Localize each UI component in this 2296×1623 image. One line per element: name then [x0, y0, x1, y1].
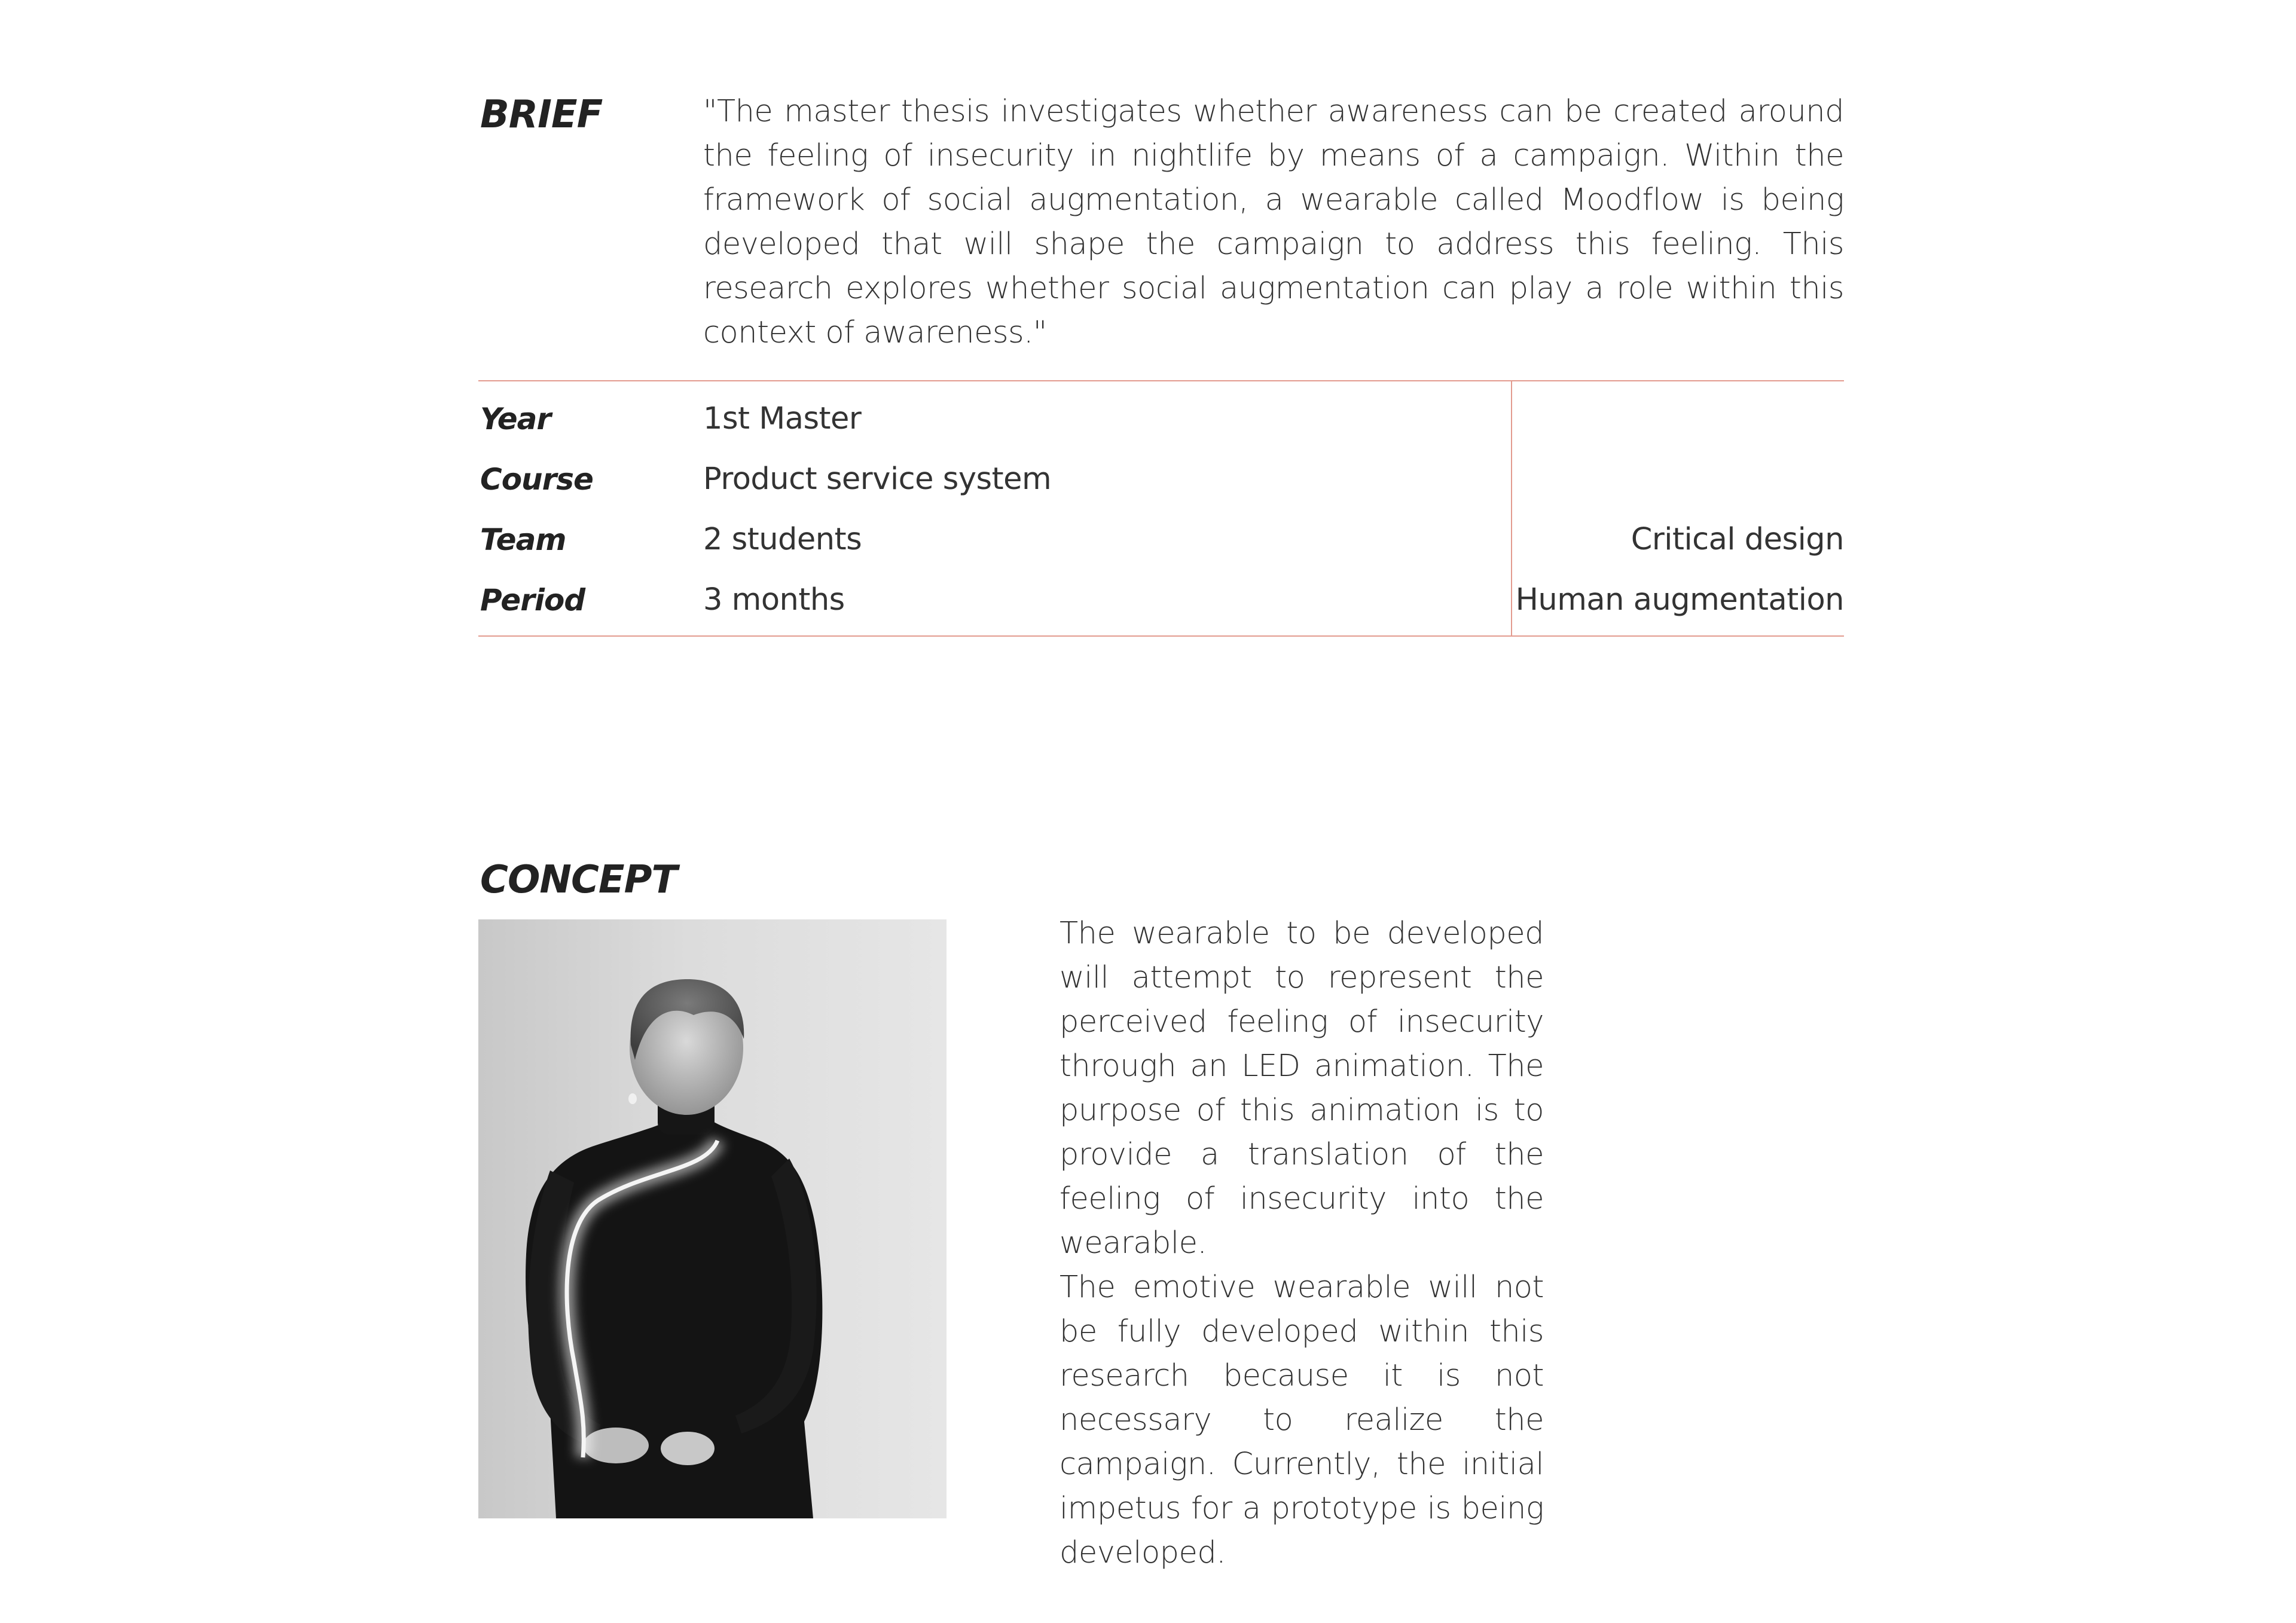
- brief-heading: BRIEF: [480, 93, 603, 137]
- tag-critical-design: Critical design: [1631, 522, 1844, 557]
- concept-heading: CONCEPT: [480, 858, 677, 902]
- info-row-course: [480, 459, 1497, 500]
- info-value-course: Product service system: [703, 461, 1052, 497]
- table-top-divider: [478, 380, 1844, 381]
- info-label-team: Team: [480, 522, 566, 557]
- concept-paragraph-2: The emotive wearable will not be fully developed within this research because it is not necessary to realize the campaign. Currently, the initial impetus for a prototype is being developed.: [1060, 1270, 1544, 1570]
- table-bottom-divider: [478, 635, 1844, 637]
- table-vertical-divider: [1511, 380, 1512, 636]
- info-row-year: [480, 398, 1497, 440]
- info-value-year: 1st Master: [703, 401, 862, 436]
- info-label-period: Period: [480, 583, 585, 618]
- info-value-period: 3 months: [703, 582, 845, 618]
- concept-paragraph-1: The wearable to be developed will attempt to represent the perceived feeling of insecurity through an LED animation. The purpose of this animation is to provide a translation of the feeling of insecurity into the wearable.: [1060, 916, 1544, 1261]
- concept-photo: [478, 919, 947, 1518]
- info-label-course: Course: [480, 462, 593, 497]
- info-label-year: Year: [480, 402, 551, 436]
- info-row-team: [480, 519, 1497, 561]
- tag-human-augmentation: Human augmentation: [1515, 582, 1844, 618]
- brief-text: "The master thesis investigates whether awareness can be created around the feeling of insecurity in nightlife by means of a campaign. Within the framework of social augmentation, a wearable called Moodflow is being developed that will shape the campaign to address this feeling. This research explores whether social augmentation can play a role within this context of awareness.": [703, 94, 1844, 350]
- person-wearable-illustration: [478, 919, 947, 1518]
- info-row-period: [480, 579, 1497, 621]
- info-value-team: 2 students: [703, 522, 862, 557]
